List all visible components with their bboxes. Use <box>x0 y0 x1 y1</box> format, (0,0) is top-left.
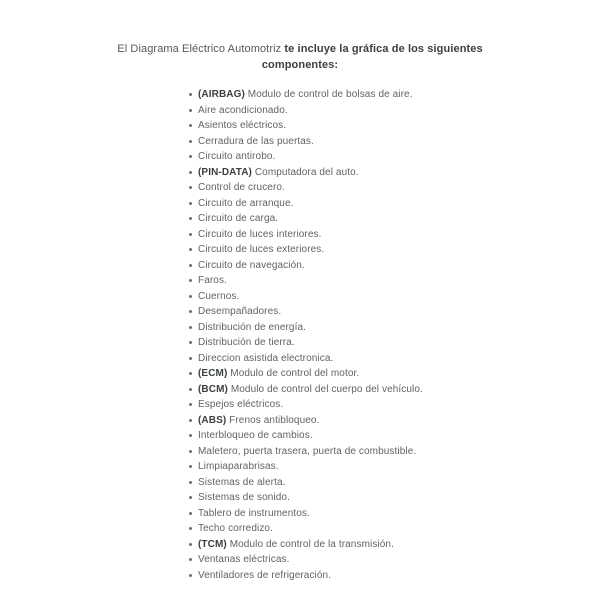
list-item <box>198 289 600 305</box>
item-text: Circuito de luces interiores. <box>198 228 322 240</box>
item-text: Desempañadores. <box>198 306 282 317</box>
title-regular-text: El Diagrama Eléctrico Automotriz <box>117 43 282 55</box>
bullet-icon <box>189 419 192 422</box>
item-text: Control de crucero. <box>198 182 285 193</box>
item-text: Faros. <box>198 275 227 286</box>
bullet-icon <box>189 543 192 546</box>
item-text: Circuito de navegación. <box>198 259 305 271</box>
list-item <box>198 196 600 212</box>
bullet-icon <box>189 372 192 375</box>
item-text: Modulo de control del motor. <box>227 368 360 379</box>
item-text: Maletero, puerta trasera, puerta de combustible. <box>198 445 417 457</box>
list-item <box>198 506 600 522</box>
list-item <box>198 490 600 506</box>
list-item <box>198 444 600 460</box>
item-text: Circuito de luces exteriores. <box>198 244 325 255</box>
item-text: Techo corredizo. <box>198 523 273 534</box>
list-item <box>198 537 600 553</box>
bullet-icon <box>189 558 192 561</box>
bullet-icon <box>189 450 192 453</box>
bullet-icon <box>189 512 192 515</box>
bullet-icon <box>189 109 192 112</box>
list-item <box>198 103 600 119</box>
item-label: (ABS) <box>198 414 227 426</box>
bullet-icon <box>189 217 192 220</box>
title-bold-line2: componentes: <box>261 59 339 71</box>
item-label: (PIN-DATA) <box>198 166 252 178</box>
item-label: (BCM) <box>198 383 228 395</box>
bullet-icon <box>189 186 192 189</box>
bullet-icon <box>189 264 192 267</box>
list-item <box>198 87 600 103</box>
item-text: Sistemas de sonido. <box>198 492 290 503</box>
item-text: Asientos eléctricos. <box>198 120 287 131</box>
item-label: (AIRBAG) <box>198 89 245 100</box>
item-text: Aire acondicionado. <box>198 104 288 116</box>
item-text: Cuernos. <box>198 290 240 302</box>
item-text: Distribución de tierra. <box>198 337 295 348</box>
bullet-icon <box>189 279 192 282</box>
list-item <box>198 413 600 429</box>
bullet-icon <box>189 202 192 205</box>
list-item <box>198 180 600 196</box>
item-label: (TCM) <box>198 538 227 550</box>
list-item <box>198 165 600 181</box>
bullet-icon <box>189 527 192 530</box>
item-text: Modulo de control de la transmisión. <box>226 538 394 550</box>
list-item <box>198 227 600 243</box>
item-text: Tablero de instrumentos. <box>198 507 310 519</box>
item-text: Computadora del auto. <box>251 166 359 178</box>
list-item <box>198 134 600 150</box>
component-list <box>0 87 600 583</box>
bullet-icon <box>189 295 192 298</box>
bullet-icon <box>189 403 192 406</box>
bullet-icon <box>189 388 192 391</box>
bullet-icon <box>189 93 192 96</box>
list-item <box>198 521 600 537</box>
list-item <box>198 568 600 584</box>
item-text: Sistemas de alerta. <box>198 476 286 488</box>
list-item <box>198 428 600 444</box>
list-item <box>198 211 600 227</box>
bullet-icon <box>189 341 192 344</box>
item-text: Circuito antirobo. <box>198 151 276 162</box>
bullet-icon <box>189 434 192 437</box>
list-item <box>198 335 600 351</box>
item-text: Modulo de control del cuerpo del vehículo. <box>227 383 423 395</box>
item-text: Circuito de arranque. <box>198 197 294 209</box>
list-item <box>198 320 600 336</box>
list-item <box>198 258 600 274</box>
item-text: Distribución de energía. <box>198 321 307 333</box>
item-text: Ventiladores de refrigeración. <box>198 569 332 581</box>
list-item <box>198 242 600 258</box>
list-item <box>198 397 600 413</box>
title-bold-line1: te incluye la gráfica de los siguientes <box>284 43 483 55</box>
list-item <box>198 149 600 165</box>
item-text: Cerradura de las puertas. <box>198 135 314 147</box>
bullet-icon <box>189 233 192 236</box>
bullet-icon <box>189 140 192 143</box>
item-text: Circuito de carga. <box>198 213 279 224</box>
list-item <box>198 382 600 398</box>
list-item <box>198 552 600 568</box>
list-item <box>198 366 600 382</box>
bullet-icon <box>189 124 192 127</box>
item-text: Limpiaparabrisas. <box>198 461 279 472</box>
bullet-icon <box>189 326 192 329</box>
page-title <box>50 41 550 73</box>
item-label: (ECM) <box>198 368 228 379</box>
item-text: Interbloqueo de cambios. <box>198 430 313 441</box>
list-item <box>198 304 600 320</box>
bullet-icon <box>189 171 192 174</box>
bullet-icon <box>189 248 192 251</box>
list-item <box>198 118 600 134</box>
bullet-icon <box>189 155 192 158</box>
list-item <box>198 273 600 289</box>
item-text: Espejos eléctricos. <box>198 399 284 410</box>
item-text: Direccion asistida electronica. <box>198 352 334 364</box>
item-text: Ventanas eléctricas. <box>198 554 290 565</box>
bullet-icon <box>189 310 192 313</box>
list-item <box>198 351 600 367</box>
list-item <box>198 475 600 491</box>
bullet-icon <box>189 357 192 360</box>
item-text: Modulo de control de bolsas de aire. <box>244 89 413 100</box>
bullet-icon <box>189 496 192 499</box>
bullet-icon <box>189 574 192 577</box>
bullet-icon <box>189 481 192 484</box>
item-text: Frenos antibloqueo. <box>226 414 320 426</box>
list-item <box>198 459 600 475</box>
bullet-icon <box>189 465 192 468</box>
